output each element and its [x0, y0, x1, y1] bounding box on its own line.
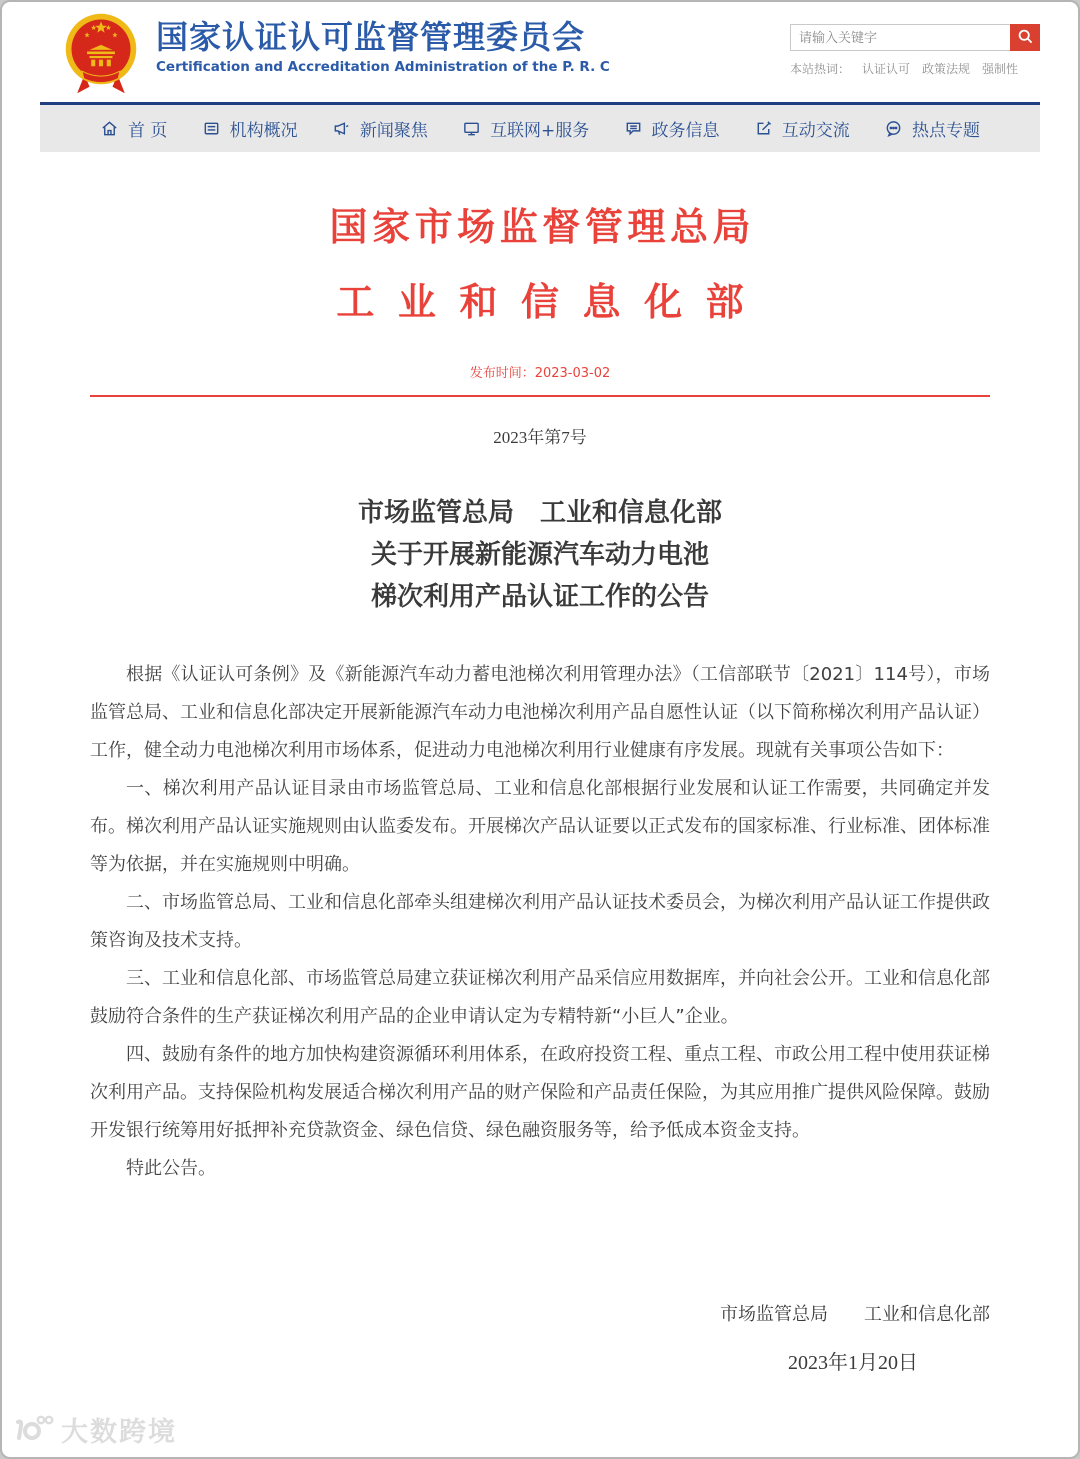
hot-words-label: 本站热词： — [790, 62, 851, 76]
paragraph: 根据《认证认可条例》及《新能源汽车动力蓄电池梯次利用管理办法》（工信部联节〔2021〕114号），市场监管总局、工业和信息化部决定开展新能源汽车动力电池梯次利用产品自愿性认证（以下简称梯次利用产品认证）工作，健全动力电池梯次利用市场体系，促进动力电池梯次利用行业健康有序发展。现就有关事项公告如下： — [90, 664, 990, 761]
nav-item-interaction[interactable] — [754, 116, 850, 141]
nav-label: 政务信息 — [651, 121, 720, 141]
interact-icon — [754, 119, 773, 138]
watermark — [12, 1410, 177, 1449]
document-body — [90, 656, 990, 1188]
search-area — [790, 10, 1040, 77]
hot-words-row — [790, 60, 1040, 77]
hot-word-link[interactable]: 政策法规 — [922, 62, 971, 76]
document-title-line: 关于开展新能源汽车动力电池 — [370, 540, 709, 570]
site-header — [2, 2, 1078, 102]
watermark-logo — [12, 1412, 56, 1448]
paragraph: 三、工业和信息化部、市场监管总局建立获证梯次利用产品采信应用数据库，并向社会公开。工业和信息化部鼓励符合条件的生产获证梯次利用产品的企业申请认定为专精特新“小巨人”企业。 — [90, 968, 990, 1027]
nav-item-hot-topics[interactable] — [884, 116, 980, 141]
watermark-text: 大数跨境 — [61, 1417, 177, 1448]
paragraph: 特此公告。 — [126, 1158, 216, 1179]
issuer-name-miit: 工业和信息化部 — [336, 280, 768, 324]
search-button[interactable] — [1010, 24, 1040, 51]
hot-word-link[interactable]: 强制性 — [982, 62, 1019, 76]
issuer-name-samr: 国家市场监督管理总局 — [329, 205, 756, 249]
nav-label: 机构概况 — [229, 121, 298, 141]
paragraph: 四、鼓励有条件的地方加快构建资源循环利用体系，在政府投资工程、重点工程、市政公用工程中使用获证梯次利用产品。支持保险机构发展适合梯次利用产品的财产保险和产品责任保险，为其应用推广提供风险保障。鼓励开发银行统筹用好抵押补充贷款资金、绿色信贷、绿色融资服务等，给予低成本资金支持。 — [90, 1044, 990, 1141]
publish-date: 发布时间：2023-03-02 — [469, 366, 611, 381]
nav-item-org-overview[interactable] — [202, 116, 298, 141]
document-number: 2023年第7号 — [493, 428, 587, 447]
document-title-line: 市场监管总局 工业和信息化部 — [357, 498, 722, 528]
hot-topic-icon — [884, 119, 903, 138]
nav-label: 热点专题 — [911, 121, 980, 141]
nav-item-internet-services[interactable] — [462, 116, 589, 141]
red-divider — [90, 395, 990, 397]
paragraph: 二、市场监管总局、工业和信息化部牵头组建梯次利用产品认证技术委员会，为梯次利用产品认证工作提供政策咨询及技术支持。 — [90, 892, 990, 951]
nav-item-news[interactable] — [332, 116, 428, 141]
nav-item-home[interactable] — [100, 116, 167, 141]
paragraph: 一、梯次利用产品认证目录由市场监管总局、工业和信息化部根据行业发展和认证工作需要，共同确定并发布。梯次利用产品认证实施规则由认监委发布。开展梯次产品认证要以正式发布的国家标准、行业标准、团体标准等为依据，并在实施规则中明确。 — [90, 778, 990, 875]
signature-block — [90, 1300, 990, 1375]
announcement-article — [90, 196, 990, 1375]
signature-date: 2023年1月20日 — [788, 1352, 918, 1374]
gov-info-icon — [624, 119, 643, 138]
nav-label: 首 页 — [128, 121, 168, 141]
search-input[interactable] — [790, 24, 1010, 51]
home-icon — [100, 119, 119, 138]
org-name-cn: 国家认证认可监督管理委员会 — [156, 18, 586, 56]
search-icon — [1017, 28, 1034, 48]
national-emblem-logo — [60, 12, 142, 104]
nav-label: 互动交流 — [781, 121, 850, 141]
main-nav — [40, 102, 1040, 152]
hot-word-link[interactable]: 认证认可 — [862, 62, 911, 76]
internet-icon — [462, 119, 481, 138]
nav-label: 新闻聚焦 — [359, 121, 428, 141]
site-brand — [60, 10, 610, 104]
org-name-en: Certification and Accreditation Administration of the P. R. C — [156, 59, 610, 76]
news-icon — [332, 119, 351, 138]
brand-text — [156, 10, 610, 75]
signature-orgs: 市场监管总局 工业和信息化部 — [720, 1304, 990, 1325]
document-title — [90, 492, 990, 618]
nav-label: 互联网+服务 — [490, 121, 590, 141]
document-title-line: 梯次利用产品认证工作的公告 — [370, 582, 709, 612]
nav-item-gov-info[interactable] — [624, 116, 720, 141]
org-icon — [202, 119, 221, 138]
